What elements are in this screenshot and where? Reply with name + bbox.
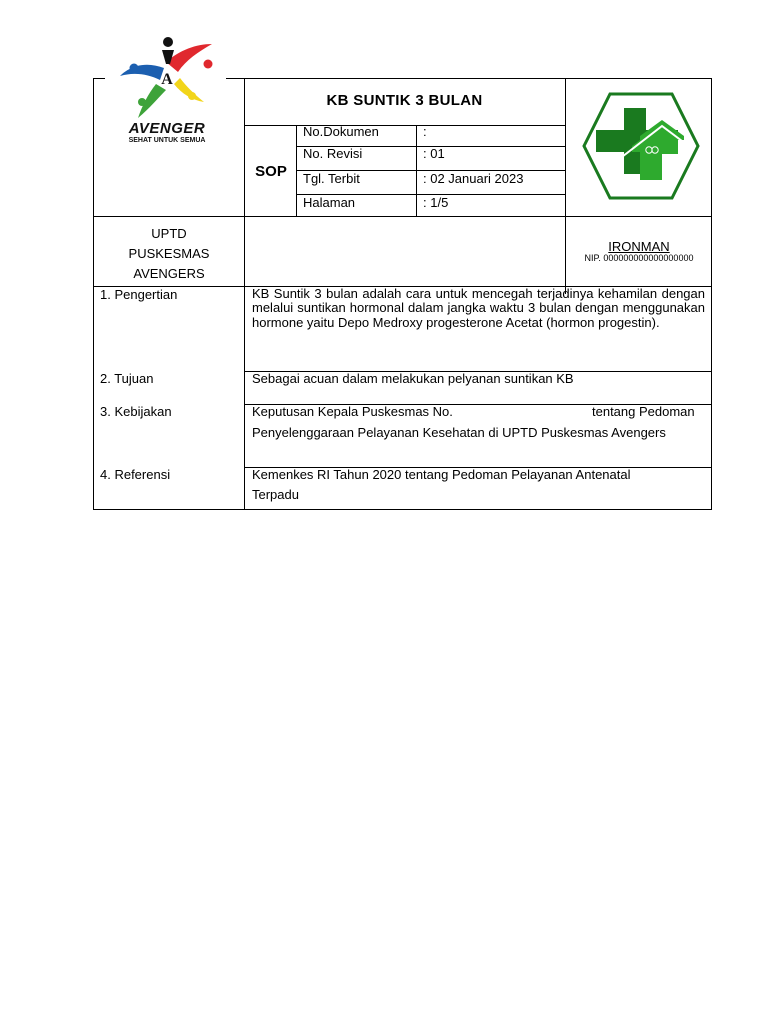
meta-label-halaman: Halaman bbox=[303, 195, 356, 210]
org-line-3: AVENGERS bbox=[133, 266, 205, 281]
section-label-kebijakan: 3. Kebijakan bbox=[100, 404, 172, 419]
meta-label-tgl-terbit: Tgl. Terbit bbox=[303, 171, 360, 186]
org-line-1: UPTD bbox=[151, 226, 187, 241]
meta-value-tgl-terbit: : 02 Januari 2023 bbox=[423, 171, 524, 186]
org-name bbox=[94, 224, 244, 284]
title-row-bottom bbox=[244, 125, 565, 126]
avenger-logo bbox=[108, 34, 226, 150]
table-border-left bbox=[93, 78, 94, 510]
puskesmas-cross-icon bbox=[580, 90, 702, 202]
section-content-kebijakan-part1: Keputusan Kepala Puskesmas No. bbox=[252, 404, 453, 419]
section-content-kebijakan-line2: Penyelenggaraan Pelayanan Kesehatan di UPTD Puskesmas Avengers bbox=[252, 425, 666, 440]
logo-brand-text: AVENGER bbox=[128, 120, 206, 137]
meta-value-no-revisi: : 01 bbox=[423, 146, 445, 161]
section-content-tujuan: Sebagai acuan dalam melakukan pelyanan suntikan KB bbox=[252, 371, 574, 386]
table-border-top-right bbox=[226, 78, 712, 79]
meta-value-halaman: : 1/5 bbox=[423, 195, 449, 210]
meta-value-no-dokumen: : bbox=[423, 124, 427, 139]
table-divider-col1 bbox=[244, 78, 245, 510]
section-content-pengertian: KB Suntik 3 bulan adalah cara untuk mencegah terjadinya kehamilan dengan melalui suntikan hormonal dalam jangka waktu 3 bulan dengan menggunakan hormone yaitu Depo Medroxy progesterone Acetat (hormon progestin). bbox=[252, 286, 705, 330]
table-border-bottom bbox=[93, 509, 712, 510]
meta-label-no-revisi: No. Revisi bbox=[303, 146, 363, 161]
table-border-top-left bbox=[93, 78, 105, 79]
org-line-2: PUSKESMAS bbox=[128, 246, 210, 261]
meta-label-no-dokumen: No.Dokumen bbox=[303, 124, 379, 139]
section-content-referensi-line1: Kemenkes RI Tahun 2020 tentang Pedoman Pelayanan Antenatal bbox=[252, 467, 631, 482]
section-content-referensi-line2: Terpadu bbox=[252, 487, 299, 502]
section-label-pengertian: 1. Pengertian bbox=[100, 287, 178, 302]
header-bottom-line bbox=[93, 216, 711, 217]
signatory-name: IRONMAN bbox=[608, 239, 670, 254]
logo-tagline: SEHAT UNTUK SEMUA bbox=[128, 137, 206, 144]
puskesmas-emblem bbox=[580, 90, 702, 202]
avenger-star-icon bbox=[108, 34, 226, 124]
page-title: KB SUNTIK 3 BULAN bbox=[326, 92, 483, 109]
table-border-right bbox=[711, 78, 712, 510]
section-label-tujuan: 2. Tujuan bbox=[100, 371, 154, 386]
sop-label: SOP bbox=[255, 163, 287, 180]
logo-letter: A bbox=[161, 71, 173, 88]
signatory-nip: NIP. 000000000000000000 bbox=[584, 253, 694, 263]
section-label-referensi: 4. Referensi bbox=[100, 467, 171, 482]
section-content-kebijakan-part2: tentang Pedoman bbox=[592, 404, 695, 419]
